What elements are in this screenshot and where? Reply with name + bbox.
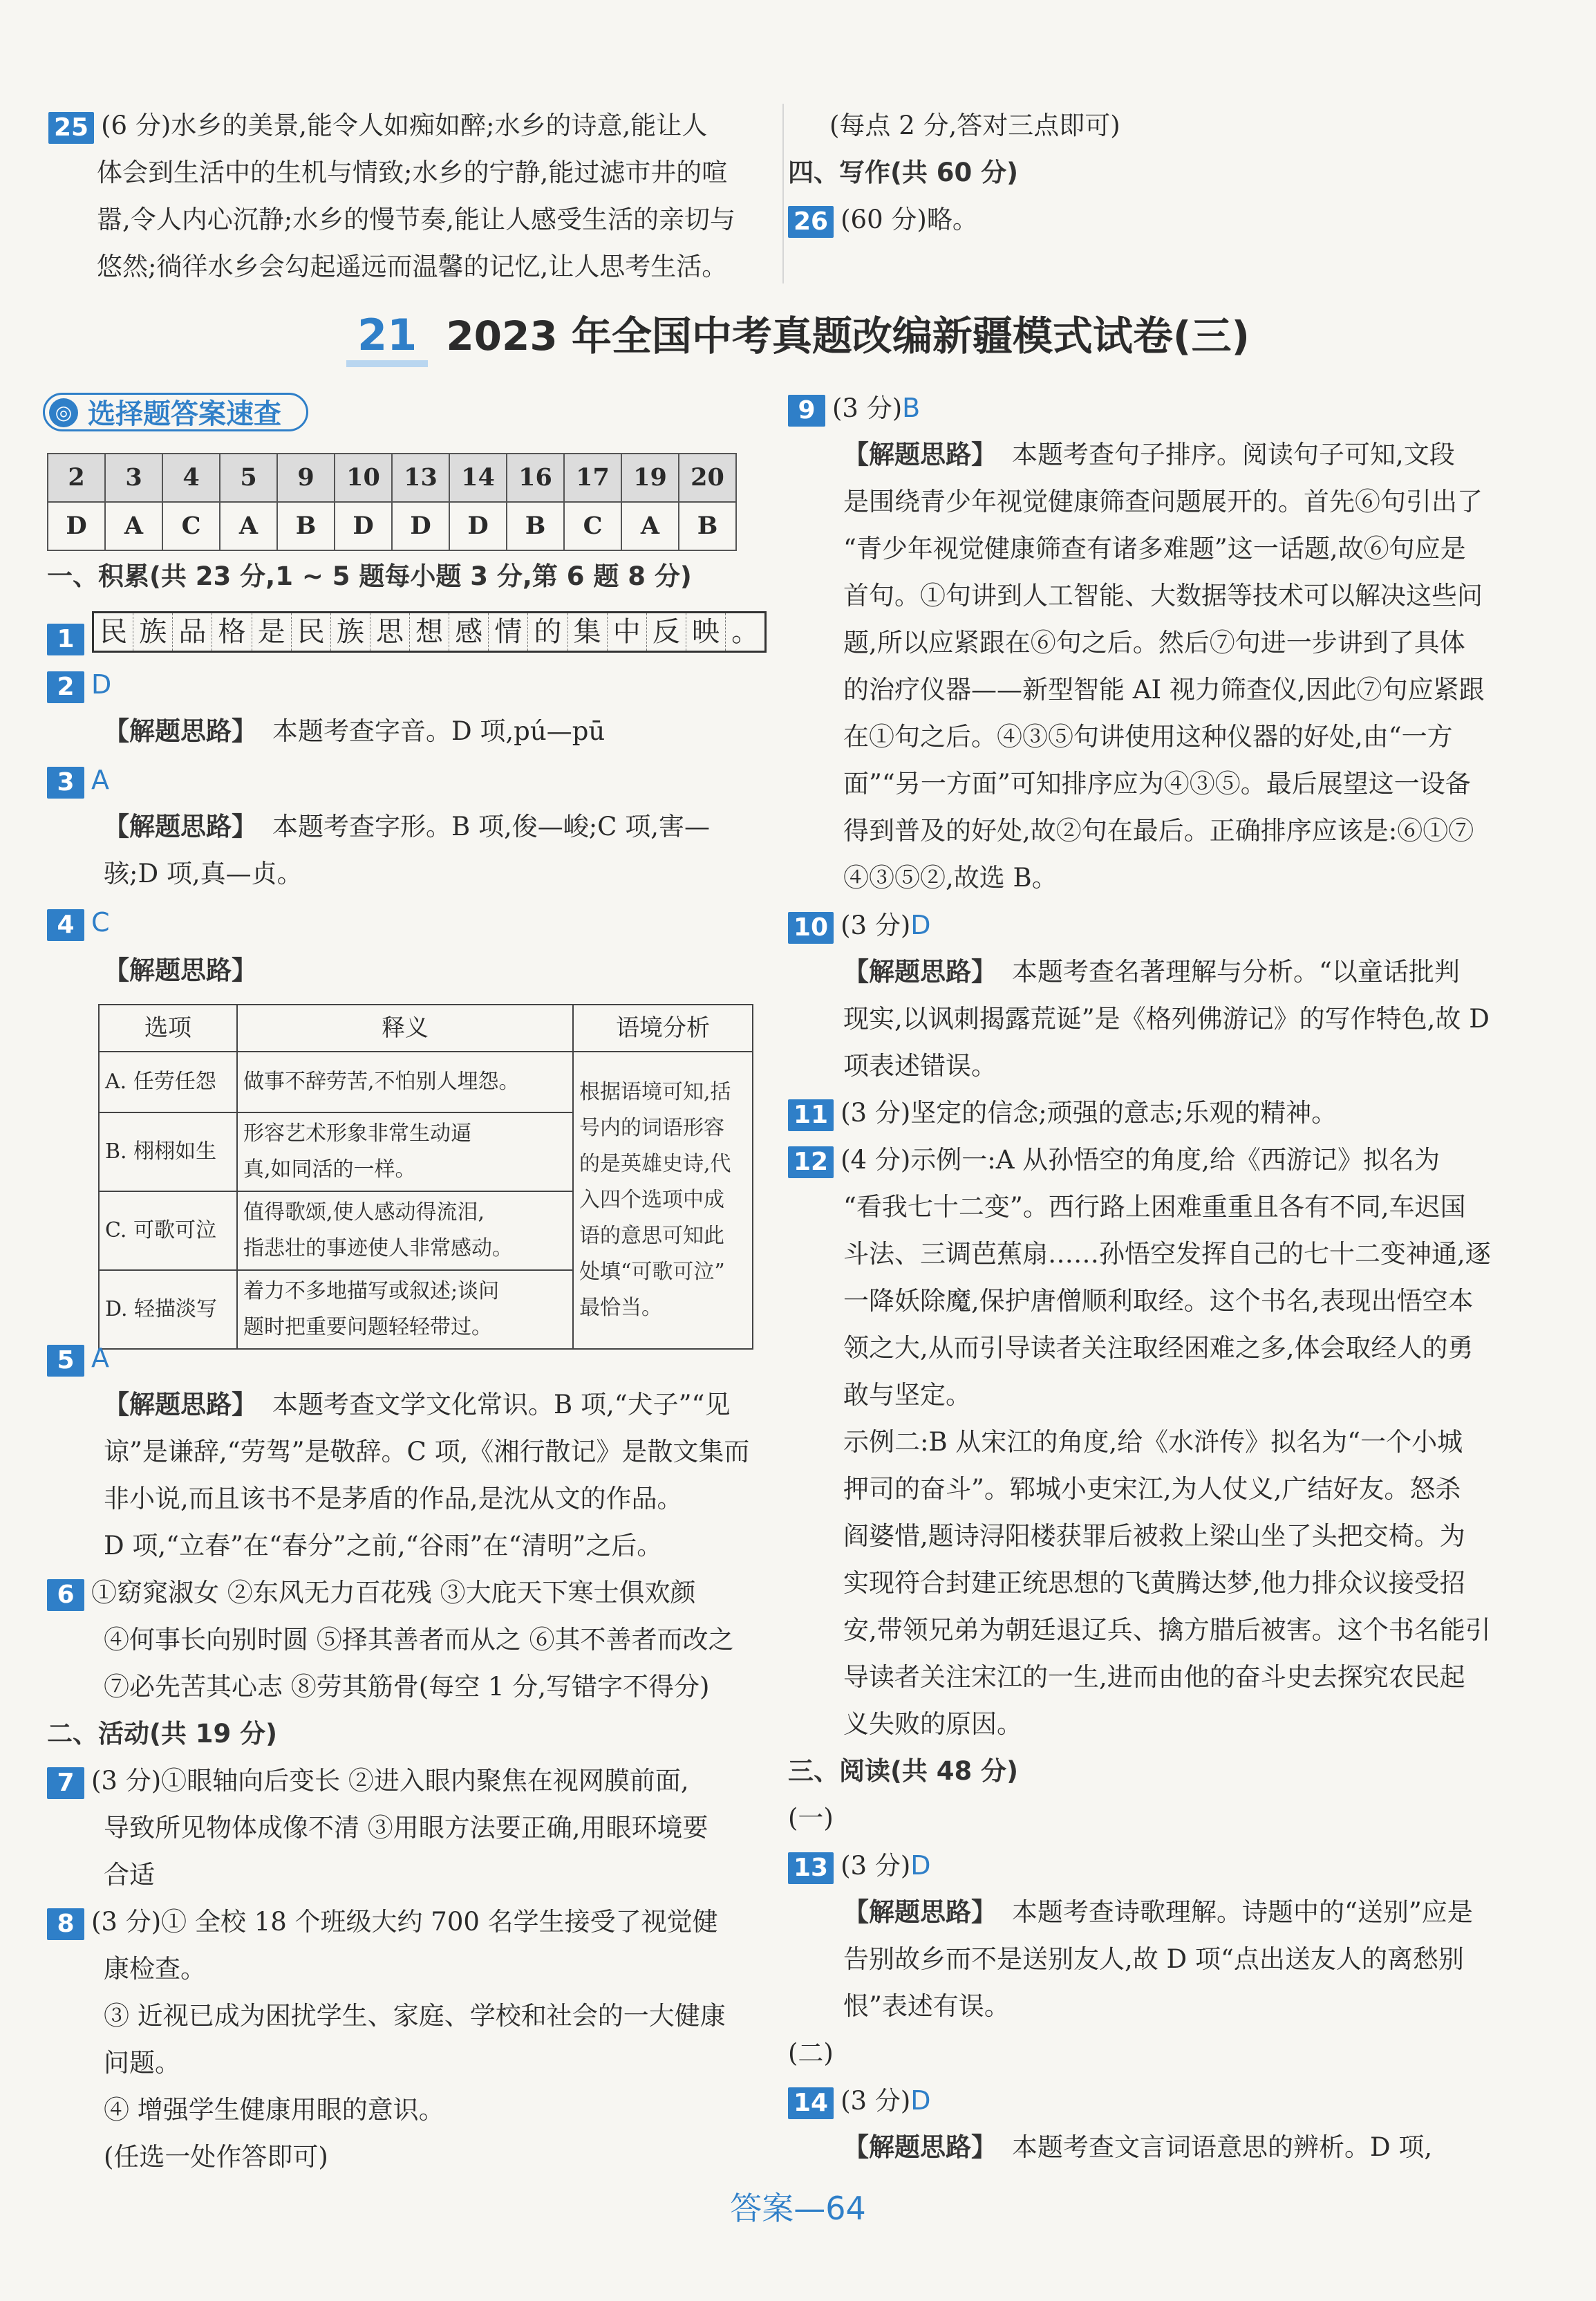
q14: 14 (3 分)D (788, 2077, 931, 2125)
q1-char-cell: 集 (568, 613, 608, 651)
answer-key-question: 14 (449, 454, 507, 502)
q1-char-cell: 民 (292, 613, 331, 651)
q5-number: 5 (47, 1345, 84, 1377)
q2-answer: D (91, 669, 112, 700)
q25-line-3: 嚣,令人内心沉静;水乡的慢节奏,能让人感受生活的亲切与 (97, 205, 735, 234)
q8-line-2: 康检查。 (104, 1954, 206, 1984)
q10: 10 (3 分)D (788, 902, 931, 949)
q5-explanation-2: 谅”是谦辞,“劳驾”是敬辞。C 项,《湘行散记》是散文集而 (104, 1437, 750, 1466)
q4-answer: C (91, 907, 110, 938)
q25-score-note: (每点 2 分,答对三点即可) (829, 111, 1120, 140)
q1-char-cell: 族 (133, 613, 173, 651)
section-writing: 四、写作(共 60 分) (788, 158, 1019, 187)
q12-line-8: 押司的奋斗”。郓城小吏宋江,为人仗义,广结好友。怒杀 (843, 1474, 1461, 1504)
q7-line-2: 导致所见物体成像不清 ③用眼方法要正确,用眼环境要 (104, 1813, 708, 1843)
q3-answer: A (91, 765, 109, 795)
table-header: 语境分析 (573, 1005, 753, 1052)
answer-key-question: 10 (335, 454, 392, 502)
q10-explanation-1: 【解题思路】 本题考查名著理解与分析。“以童话批判 (843, 957, 1460, 987)
q10-explanation-2: 现实,以讽刺揭露荒诞”是《格列佛游记》的写作特色,故 D (843, 1004, 1490, 1034)
q1-char-cell: 是 (252, 613, 292, 651)
q1-number: 1 (47, 624, 84, 655)
q10-number: 10 (788, 912, 834, 944)
answer-key-question: 16 (507, 454, 564, 502)
q25-line-4: 悠然;徜徉水乡会勾起遥远而温馨的记忆,让人思考生活。 (97, 252, 728, 281)
q1-char-cell: 思 (370, 613, 410, 651)
answer-key-question: 4 (162, 454, 220, 502)
part-two-label: (二) (788, 2038, 834, 2068)
q7-number: 7 (47, 1767, 84, 1799)
column-divider (782, 104, 784, 283)
q5-answer: A (91, 1343, 109, 1373)
quick-answer-heading: ◎ 选择题答案速查 (43, 393, 308, 431)
q13-number: 13 (788, 1852, 834, 1884)
page-footer: 答案—64 (730, 2190, 866, 2227)
section-accumulation: 一、积累(共 23 分,1 ~ 5 题每小题 3 分,第 6 题 8 分) (47, 561, 692, 591)
q11: 11 (3 分)坚定的信念;顽强的意志;乐观的精神。 (788, 1090, 1337, 1137)
answer-key-table (47, 453, 737, 551)
answer-key-answer: C (564, 502, 621, 550)
q8-line-6: (任选一处作答即可) (104, 2142, 328, 2172)
table-header: 释义 (237, 1005, 573, 1052)
q9-number: 9 (788, 395, 825, 427)
answer-key-question: 20 (679, 454, 736, 502)
q1-char-cell: 反 (647, 613, 686, 651)
q8-line-5: ④ 增强学生健康用眼的意识。 (104, 2095, 444, 2125)
answer-key-question: 17 (564, 454, 621, 502)
q13-explanation-2: 告别故乡而不是送别友人,故 D 项“点出送友人的离愁别 (843, 1944, 1464, 1974)
section-reading: 三、阅读(共 48 分) (788, 1756, 1019, 1786)
q10-answer: D (910, 910, 931, 940)
q2 (47, 661, 111, 709)
q12-line-1: 12 (4 分)示例一:A 从孙悟空的角度,给《西游记》拟名为 (788, 1137, 1440, 1184)
answer-key-answer: D (392, 502, 449, 550)
q6-line-3: ⑦必先苦其心志 ⑧劳其筋骨(每空 1 分,写错字不得分) (104, 1672, 710, 1702)
q13-answer: D (910, 1850, 931, 1881)
q12-line-13: 义失败的原因。 (843, 1709, 1022, 1739)
q6-line-2: ④何事长向别时圆 ⑤择其善者而从之 ⑥其不善者而改之 (104, 1625, 734, 1655)
answer-key-question: 19 (621, 454, 679, 502)
q9-explanation-10: ④③⑤②,故选 B。 (843, 863, 1058, 893)
q3-number: 3 (47, 767, 84, 799)
q9-explanation-2: 是围绕青少年视觉健康筛查问题展开的。首先⑥句引出了 (843, 487, 1483, 516)
q12-line-12: 导读者关注宋江的一生,进而由他的奋斗史去探究农民起 (843, 1662, 1465, 1692)
headphone-icon: ◎ (49, 398, 78, 427)
q1-number-wrap (47, 614, 91, 661)
definition-cell: 形容艺术形象非常生动逼 真,如同活的一样。 (237, 1112, 573, 1191)
option-cell: C. 可歌可泣 (99, 1191, 237, 1270)
q1-char-cell: 想 (410, 613, 449, 651)
q26-number: 26 (788, 206, 834, 238)
context-cell: 根据语境可知,括 号内的词语形容 的是英雄史诗,代 入四个选项中成 语的意思可知此 处填“可歌可泣” 最恰当。 (573, 1052, 753, 1349)
q4 (47, 899, 110, 947)
answer-key-answer: C (162, 502, 220, 550)
q3 (47, 756, 109, 804)
q12-line-5: 领之大,从而引导读者关注取经困难之多,体会取经人的勇 (843, 1333, 1474, 1363)
q3-explanation-2: 骇;D 项,真—贞。 (104, 859, 303, 888)
q1-char-cell: 映 (686, 613, 726, 651)
section-activity: 二、活动(共 19 分) (47, 1719, 278, 1749)
q1-char-cell: 的 (528, 613, 567, 651)
q1-char-cell: 感 (449, 613, 489, 651)
q9-answer: B (902, 393, 921, 423)
q25-line-2: 体会到生活中的生机与情致;水乡的宁静,能过滤市井的喧 (97, 158, 728, 187)
q1-char-cell: 族 (331, 613, 370, 651)
q12-line-10: 实现符合封建正统思想的飞黄腾达梦,他力排众议接受招 (843, 1568, 1465, 1598)
part-one-label: (一) (788, 1803, 834, 1833)
answer-key-answer: A (105, 502, 162, 550)
option-cell: D. 轻描淡写 (99, 1270, 237, 1349)
answer-key-answer: A (220, 502, 277, 550)
q12-line-7: 示例二:B 从宋江的角度,给《水浒传》拟名为“一个小城 (843, 1427, 1463, 1457)
q9-explanation-4: 首句。①句讲到人工智能、大数据等技术可以解决这些问 (843, 581, 1483, 611)
option-cell: A. 任劳任怨 (99, 1052, 237, 1112)
q12-line-11: 安,带领兄弟为朝廷退辽兵、擒方腊后被害。这个书名能引 (843, 1615, 1491, 1645)
q12-line-3: 斗法、三调芭蕉扇……孙悟空发挥自己的七十二变神通,逐 (843, 1239, 1491, 1269)
q5-explanation-1: 【解题思路】 本题考查文学文化常识。B 项,“犬子”“见 (104, 1390, 731, 1419)
q2-explanation: 【解题思路】 本题考查字音。D 项,pú—pū (104, 716, 605, 746)
q8-number: 8 (47, 1908, 84, 1940)
q7-line-3: 合适 (104, 1860, 155, 1890)
answer-key-question: 2 (48, 454, 105, 502)
q1-char-cell: 格 (212, 613, 252, 651)
answer-key-answer: A (621, 502, 679, 550)
q14-explanation: 【解题思路】 本题考查文言词语意思的辨析。D 项, (843, 2132, 1433, 2162)
answer-key-answer: B (507, 502, 564, 550)
q8-line-3: ③ 近视已成为困扰学生、家庭、学校和社会的一大健康 (104, 2001, 726, 2031)
q9-explanation-9: 得到普及的好处,故②句在最后。正确排序应该是:⑥①⑦ (843, 816, 1474, 846)
q13-explanation-1: 【解题思路】 本题考查诗歌理解。诗题中的“送别”应是 (843, 1897, 1473, 1927)
q25-line-1: 25 (6 分)水乡的美景,能令人如痴如醉;水乡的诗意,能让人 (48, 102, 707, 149)
q1-char-cell: 民 (94, 613, 133, 651)
q14-answer: D (910, 2085, 931, 2116)
q2-number: 2 (47, 671, 84, 703)
q1-char-cell: 中 (608, 613, 647, 651)
answer-key-answer: B (679, 502, 736, 550)
page-title (0, 304, 1596, 367)
q7-line-1: 7 (3 分)①眼轴向后变长 ②进入眼内聚焦在视网膜前面, (47, 1758, 689, 1805)
q4-tag: 【解题思路】 (104, 956, 257, 985)
q9-explanation-5: 题,所以应紧跟在⑥句之后。然后⑦句进一步讲到了具体 (843, 628, 1465, 658)
q1-char-cell: 情 (489, 613, 528, 651)
paper-number: 21 (346, 310, 428, 367)
q4-number: 4 (47, 909, 84, 941)
q12-line-2: “看我七十二变”。西行路上困难重重且各有不同,车迟国 (843, 1192, 1466, 1222)
q10-explanation-3: 项表述错误。 (843, 1051, 997, 1081)
table-header: 选项 (99, 1005, 237, 1052)
q6-number: 6 (47, 1579, 84, 1611)
q5-explanation-4: D 项,“立春”在“春分”之前,“谷雨”在“清明”之后。 (104, 1531, 663, 1561)
answer-key-question: 9 (277, 454, 335, 502)
q9-explanation-6: 的治疗仪器——新型智能 AI 视力筛查仪,因此⑦句应紧跟 (843, 675, 1485, 705)
q12-number: 12 (788, 1146, 834, 1178)
answer-key-question: 13 (392, 454, 449, 502)
q1-char-cell: 。 (731, 616, 760, 648)
q11-number: 11 (788, 1099, 834, 1131)
answer-key-answer: D (48, 502, 105, 550)
definition-cell: 做事不辞劳苦,不怕别人埋怨。 (237, 1052, 573, 1112)
answer-key-answer: D (335, 502, 392, 550)
answer-key-answer: B (277, 502, 335, 550)
q12-line-6: 敢与坚定。 (843, 1380, 971, 1410)
q12-line-9: 阎婆惜,题诗浔阳楼获罪后被救上梁山坐了头把交椅。为 (843, 1521, 1465, 1551)
q5-explanation-3: 非小说,而且该书不是茅盾的作品,是沈从文的作品。 (104, 1484, 683, 1513)
q12-line-4: 一降妖除魔,保护唐僧顺利取经。这个书名,表现出悟空本 (843, 1286, 1474, 1316)
q9-explanation-3: “青少年视觉健康筛查有诸多难题”这一话题,故⑥句应是 (843, 534, 1466, 563)
q3-explanation-1: 【解题思路】 本题考查字形。B 项,俊—峻;C 项,害— (104, 812, 711, 841)
q14-number: 14 (788, 2087, 834, 2119)
paper-title: 2023 年全国中考真题改编新疆模式试卷(三) (446, 313, 1250, 360)
option-cell: B. 栩栩如生 (99, 1112, 237, 1191)
q1-char-cell: 品 (173, 613, 212, 651)
q13-explanation-3: 恨”表述有误。 (843, 1991, 1010, 2021)
q9-explanation-8: 面”“另一方面”可知排序应为④③⑤。最后展望这一设备 (843, 769, 1471, 799)
q5 (47, 1334, 109, 1382)
q13: 13 (3 分)D (788, 1842, 931, 1890)
q26: 26 (60 分)略。 (788, 196, 978, 243)
q4-idiom-table (98, 1004, 753, 1350)
q9-explanation-1: 【解题思路】 本题考查句子排序。阅读句子可知,文段 (843, 440, 1455, 469)
q8-line-1: 8 (3 分)① 全校 18 个班级大约 700 名学生接受了视觉健 (47, 1899, 718, 1946)
q9: 9 (3 分)B (788, 384, 920, 432)
definition-cell: 着力不多地描写或叙述;谈问 题时把重要问题轻轻带过。 (237, 1270, 573, 1349)
q9-explanation-7: 在①句之后。④③⑤句讲使用这种仪器的好处,由“一方 (843, 722, 1453, 752)
q1-answer-box (92, 611, 767, 653)
answer-key-answer: D (449, 502, 507, 550)
q8-line-4: 问题。 (104, 2048, 180, 2078)
answer-key-question: 5 (220, 454, 277, 502)
q25-number: 25 (48, 112, 94, 144)
answer-key-question: 3 (105, 454, 162, 502)
definition-cell: 值得歌颂,使人感动得流泪, 指悲壮的事迹使人非常感动。 (237, 1191, 573, 1270)
q6-line-1: 6 ①窈窕淑女 ②东风无力百花残 ③大庇天下寒士俱欢颜 (47, 1569, 696, 1617)
